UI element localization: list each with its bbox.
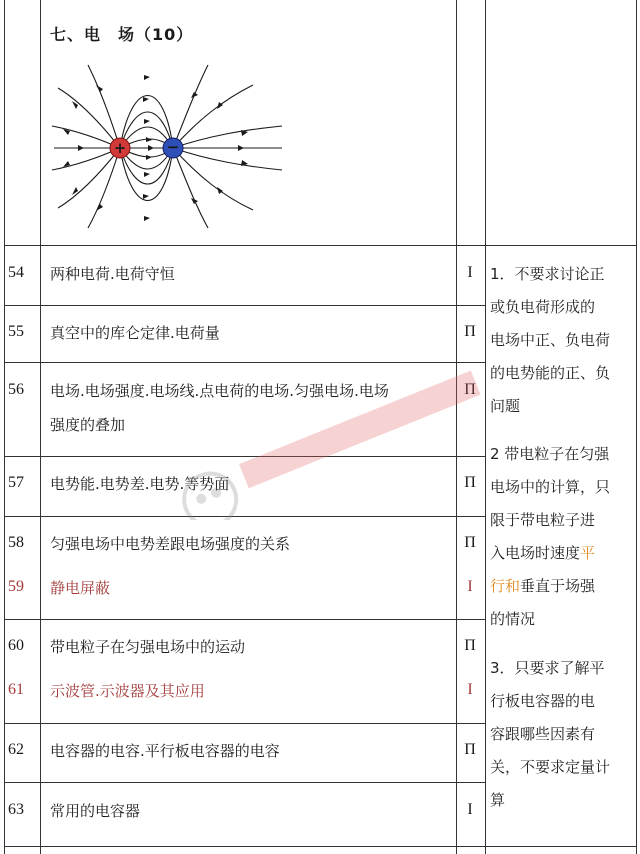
note-2: 2 带电粒子在匀强 电场中的计算，只 限于带电粒子进 入电场时速度平 行和垂直于场强 的情况	[490, 445, 611, 628]
table-border-notes	[485, 0, 486, 854]
row-divider	[4, 619, 486, 620]
electric-dipole-field-diagram	[48, 60, 288, 230]
row-divider	[4, 456, 486, 457]
svg-text:−: −	[166, 138, 180, 156]
section-title: 七、电 场（10）	[50, 25, 194, 44]
table-border-right	[636, 0, 637, 854]
row-divider	[4, 245, 637, 246]
note-3: 3．只要求了解平 行板电容器的电 容跟哪些因素有 关，不要求定量计 算	[490, 659, 611, 809]
row-divider	[4, 723, 486, 724]
row-divider	[4, 516, 486, 517]
note-1: 1．不要求讨论正 或负电荷形成的 电场中正、负电荷 的电势能的正、负 问题	[490, 265, 611, 415]
row-divider	[4, 782, 486, 783]
svg-text:+: +	[113, 139, 127, 157]
table-bottom	[4, 846, 637, 847]
row-divider	[4, 305, 486, 306]
table-border-level	[456, 0, 457, 854]
row-divider	[4, 362, 486, 363]
table-border-num	[40, 0, 41, 854]
table-border-left	[4, 0, 5, 854]
